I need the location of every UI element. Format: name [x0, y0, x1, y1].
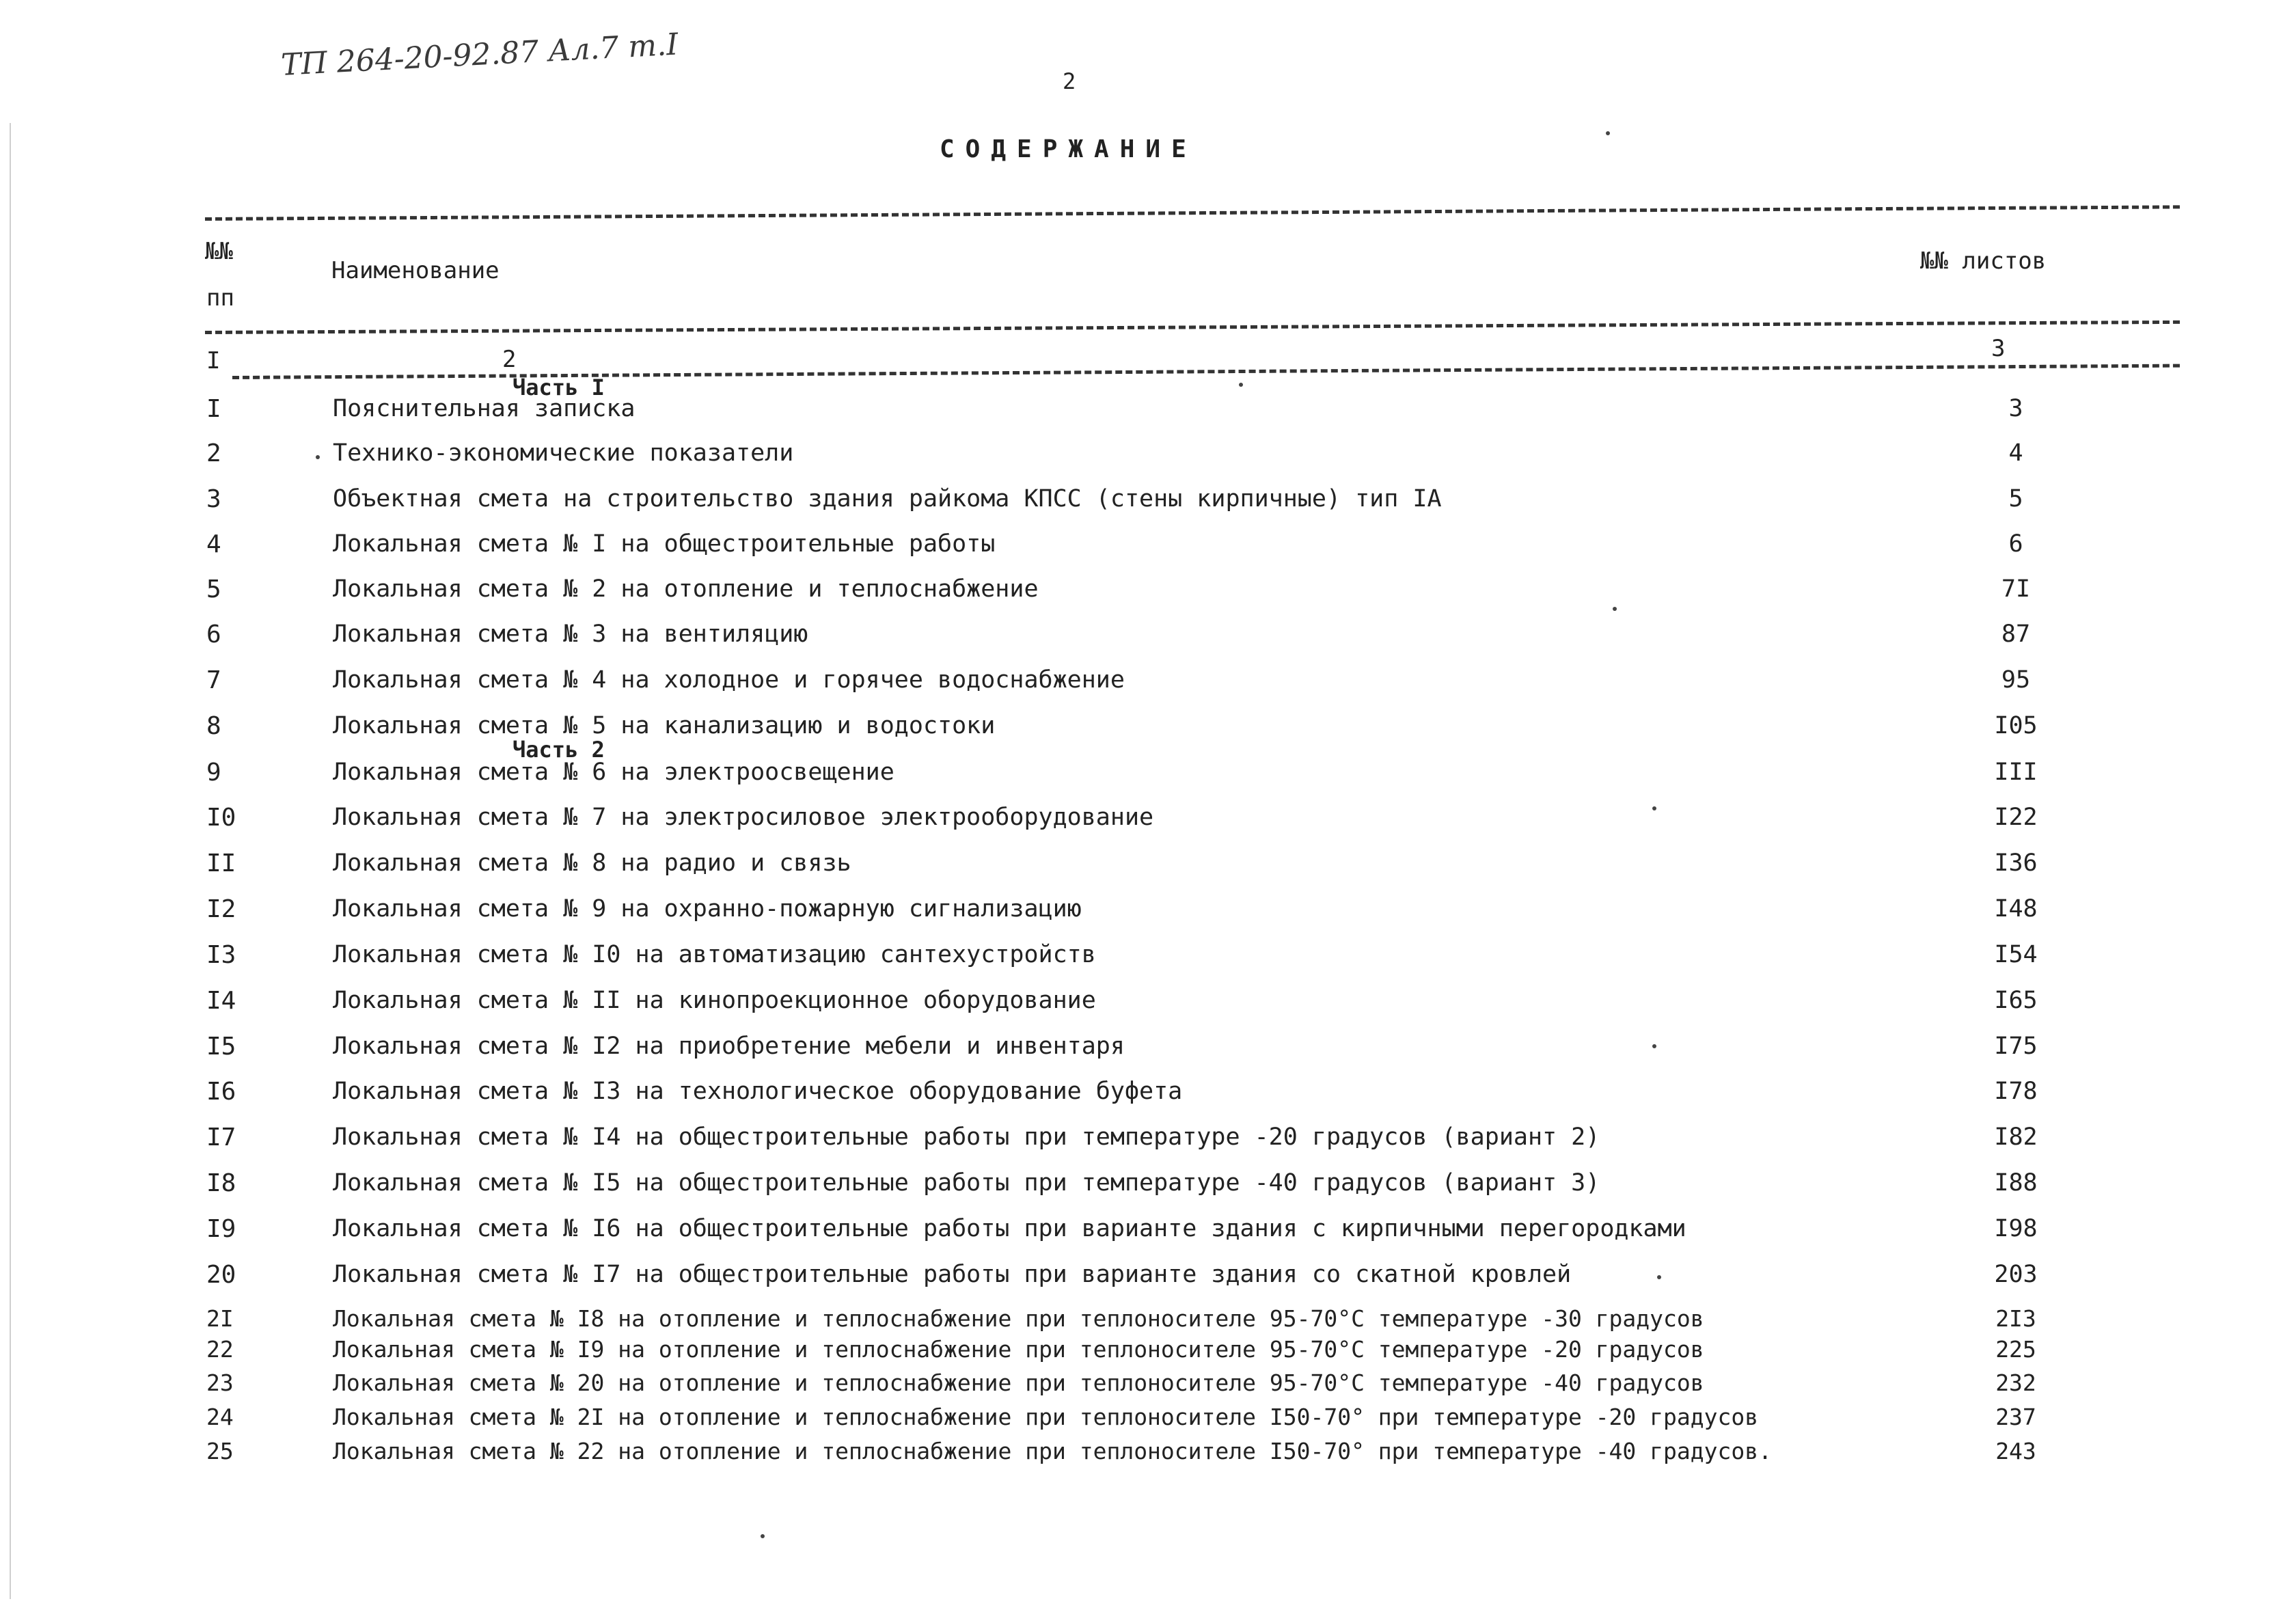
header-bottom-divider [205, 320, 2180, 334]
table-row [0, 1404, 2296, 1434]
table-row [0, 620, 2296, 651]
row-number: 5 [206, 575, 221, 603]
row-number: 3 [206, 485, 221, 513]
row-number: I8 [206, 1169, 236, 1197]
row-number: I0 [206, 804, 236, 832]
table-row [0, 804, 2296, 834]
row-number: 2I [206, 1305, 234, 1332]
row-sheet: I05 [1994, 712, 2038, 739]
row-title: Локальная смета № I8 на отопление и теплоснабжение при теплоносителе 95-70°С температуре -30 градусов [333, 1305, 1704, 1332]
row-number: I4 [206, 987, 236, 1015]
table-row [0, 1169, 2296, 1199]
row-title: Локальная смета № II на кинопроекционное оборудование [333, 987, 1096, 1014]
table-row [0, 530, 2296, 560]
row-number: II [206, 849, 236, 877]
row-number: 23 [206, 1369, 234, 1396]
table-row [0, 1078, 2296, 1108]
row-sheet: I82 [1994, 1123, 2038, 1151]
row-title: Локальная смета № 20 на отопление и теплоснабжение при теплоносителе 95-70°С температуре -40 градусов [333, 1369, 1704, 1396]
row-title: Локальная смета № 9 на охранно-пожарную сигнализацию [333, 895, 1082, 923]
row-number: I [206, 395, 221, 423]
header-sheets-label: №№ листов [1920, 247, 2047, 275]
row-sheet: 225 [1995, 1336, 2036, 1363]
row-sheet: I88 [1994, 1169, 2038, 1197]
column-number-1: I [206, 347, 221, 374]
handwritten-code: ТП 264-20-92.87 Ал.7 т.I [280, 27, 679, 83]
table-row [0, 1123, 2296, 1154]
row-sheet: 243 [1995, 1438, 2036, 1464]
column-number-2: 2 [502, 346, 517, 373]
table-row [0, 485, 2296, 515]
row-sheet: 7I [2001, 575, 2031, 603]
row-sheet: I75 [1994, 1033, 2038, 1060]
row-title: Локальная смета № 4 на холодное и горячее водоснабжение [333, 666, 1125, 694]
row-title: Локальная смета № 8 на радио и связь [333, 849, 851, 877]
row-number: 7 [206, 666, 221, 694]
row-number: 8 [206, 712, 221, 740]
document-title: СОДЕРЖАНИЕ [940, 135, 1197, 163]
row-title: Пояснительная записка [333, 395, 636, 422]
part-1-label: Часть I [512, 374, 605, 400]
scan-speck [1657, 1275, 1661, 1279]
row-title: Локальная смета № I5 на общестроительные работы при температуре -40 градусов (вариант 3) [333, 1169, 1600, 1197]
table-row [0, 439, 2296, 469]
column-number-3: 3 [1991, 335, 2006, 362]
row-title: Локальная смета № 5 на канализацию и водостоки [333, 712, 996, 739]
row-number: 6 [206, 620, 221, 649]
scan-speck [1606, 131, 1610, 135]
row-title: Локальная смета № 7 на электросиловое электрооборудование [333, 804, 1154, 831]
row-number: I2 [206, 895, 236, 923]
header-name-label: Наименование [331, 257, 500, 284]
page-number: 2 [1063, 68, 1076, 94]
table-row [0, 1438, 2296, 1468]
row-sheet: I22 [1994, 804, 2038, 831]
table-row [0, 941, 2296, 971]
part-2-label: Часть 2 [512, 737, 605, 763]
row-number: I7 [206, 1123, 236, 1151]
row-sheet: I48 [1994, 895, 2038, 923]
row-sheet: 95 [2001, 666, 2031, 694]
row-sheet: 6 [2008, 530, 2023, 558]
table-row [0, 666, 2296, 696]
row-title: Локальная смета № I9 на отопление и теплоснабжение при теплоносителе 95-70°С температуре -20 градусов [333, 1336, 1704, 1363]
row-title: Локальная смета № I3 на технологическое оборудование буфета [333, 1078, 1183, 1105]
row-sheet: I98 [1994, 1215, 2038, 1242]
row-number: 24 [206, 1404, 234, 1430]
scan-speck [1239, 383, 1243, 387]
row-sheet: 4 [2008, 439, 2023, 467]
row-sheet: I54 [1994, 941, 2038, 968]
row-sheet: I65 [1994, 987, 2038, 1014]
table-row [0, 895, 2296, 925]
row-number: I3 [206, 941, 236, 969]
row-sheet: 5 [2008, 485, 2023, 513]
table-row [0, 759, 2296, 789]
row-sheet: 87 [2001, 620, 2031, 648]
scan-speck [316, 455, 320, 459]
row-number: I6 [206, 1078, 236, 1106]
row-sheet: 232 [1995, 1369, 2036, 1396]
row-sheet: I78 [1994, 1078, 2038, 1105]
row-title: Объектная смета на строительство здания райкома КПСС (стены кирпичные) тип IА [333, 485, 1442, 513]
row-number: I5 [206, 1033, 236, 1061]
row-number: 20 [206, 1261, 236, 1289]
row-title: Локальная смета № 6 на электроосвещение [333, 759, 894, 786]
table-row [0, 1215, 2296, 1245]
row-sheet: 237 [1995, 1404, 2036, 1430]
row-number: 4 [206, 530, 221, 558]
row-title: Локальная смета № I6 на общестроительные работы при варианте здания с кирпичными перегородками [333, 1215, 1686, 1242]
table-row [0, 849, 2296, 879]
table-row [0, 1033, 2296, 1063]
row-title: Локальная смета № I0 на автоматизацию сантехустройств [333, 941, 1096, 968]
row-number: 22 [206, 1336, 234, 1363]
row-title: Технико-экономические показатели [333, 439, 794, 467]
scan-speck [761, 1534, 765, 1538]
row-title: Локальная смета № 2I на отопление и теплоснабжение при теплоносителе I50-70° при температуре -20 градусов [333, 1404, 1759, 1430]
row-number: 2 [206, 439, 221, 467]
scan-speck [1613, 607, 1617, 611]
row-sheet: 203 [1994, 1261, 2038, 1288]
row-sheet: III [1994, 759, 2038, 786]
row-number: I9 [206, 1215, 236, 1243]
header-num-label-2: пп [206, 284, 234, 312]
row-sheet: 2I3 [1995, 1305, 2036, 1332]
table-row [0, 575, 2296, 605]
table-row [0, 1305, 2296, 1335]
table-row [0, 987, 2296, 1017]
row-title: Локальная смета № I4 на общестроительные работы при температуре -20 градусов (вариант 2) [333, 1123, 1600, 1151]
row-title: Локальная смета № 22 на отопление и теплоснабжение при теплоносителе I50-70° при температуре -40 градусов. [333, 1438, 1772, 1464]
row-title: Локальная смета № I7 на общестроительные работы при варианте здания со скатной кровлей [333, 1261, 1572, 1288]
row-sheet: 3 [2008, 395, 2023, 422]
row-sheet: I36 [1994, 849, 2038, 877]
row-title: Локальная смета № 3 на вентиляцию [333, 620, 808, 648]
table-row [0, 395, 2296, 425]
scan-speck [1652, 806, 1656, 810]
row-title: Локальная смета № I2 на приобретение мебели и инвентаря [333, 1033, 1125, 1060]
table-row [0, 1261, 2296, 1291]
row-title: Локальная смета № 2 на отопление и теплоснабжение [333, 575, 1039, 603]
table-row [0, 1336, 2296, 1366]
row-number: 9 [206, 759, 221, 787]
scan-speck [1652, 1044, 1656, 1048]
header-num-label: №№ [205, 238, 233, 265]
row-number: 25 [206, 1438, 234, 1464]
table-row [0, 712, 2296, 742]
row-title: Локальная смета № I на общестроительные работы [333, 530, 996, 558]
table-row [0, 1369, 2296, 1400]
header-top-divider [205, 205, 2180, 221]
